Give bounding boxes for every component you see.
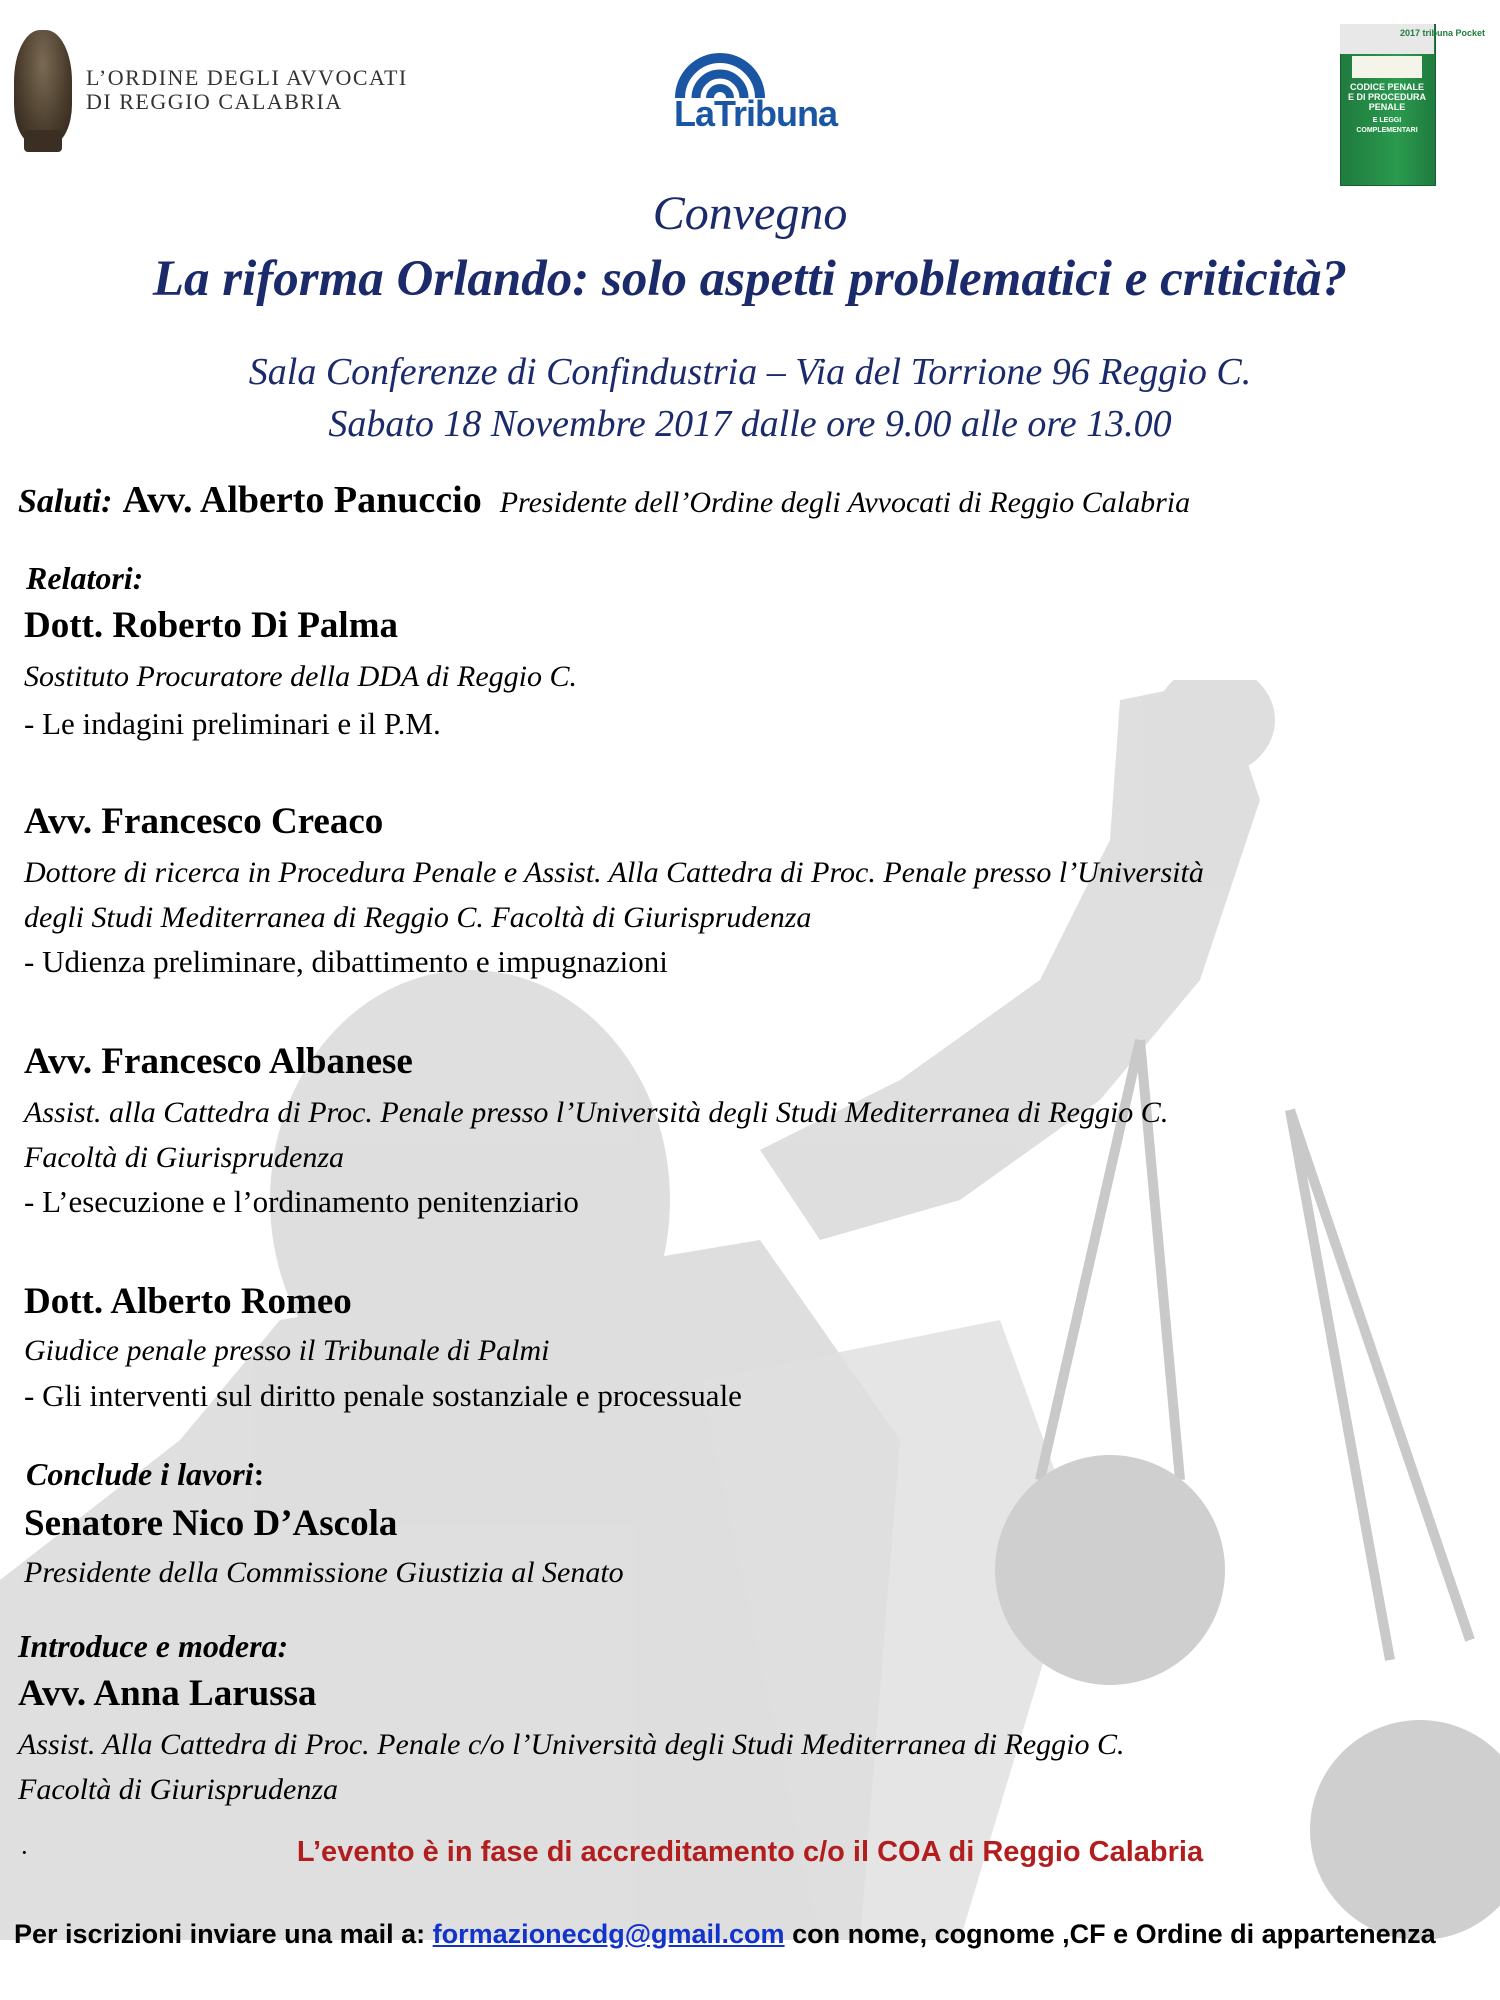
email-link[interactable]: formazionecdg@gmail.com xyxy=(432,1919,785,1949)
saluti-line xyxy=(18,478,1190,522)
conclude-label: Conclude i lavori xyxy=(26,1456,254,1492)
conclude-name: Senatore Nico D’Ascola xyxy=(24,1503,398,1544)
speaker-role: Sostituto Procuratore della DDA di Reggio C. xyxy=(24,660,578,693)
ordine-bust-logo xyxy=(14,30,72,144)
speaker-topic: - Le indagini preliminari e il P.M. xyxy=(24,706,441,741)
book-title-main: CODICE PENALE E DI PROCEDURA PENALE xyxy=(1347,82,1426,112)
speaker-role: Facoltà di Giurisprudenza xyxy=(24,1141,344,1174)
ordine-line-1: L’ORDINE DEGLI AVVOCATI xyxy=(86,65,408,90)
modera-role: Assist. Alla Cattedra di Proc. Penale c/o l’Università degli Studi Mediterranea di Reggio C. xyxy=(18,1728,1125,1761)
event-venue: Sala Conferenze di Confindustria – Via del Torrione 96 Reggio C. xyxy=(248,351,1252,393)
ordine-line-2: DI REGGIO CALABRIA xyxy=(86,89,343,114)
speaker-role: Assist. alla Cattedra di Proc. Penale presso l’Università degli Studi Mediterranea di Reggio C. xyxy=(24,1096,1169,1129)
ordine-logo-text xyxy=(86,66,408,114)
speaker-topic: - L’esecuzione e l’ordinamento penitenziario xyxy=(24,1184,579,1219)
book-title xyxy=(1346,82,1428,136)
conclude-label-line xyxy=(26,1456,264,1493)
book-cover-band xyxy=(1352,56,1422,78)
event-date: Sabato 18 Novembre 2017 dalle ore 9.00 alle ore 13.00 xyxy=(328,403,1172,445)
signup-instructions xyxy=(14,1912,1484,1956)
book-year-label: 2017 tribuna Pocket xyxy=(1400,28,1486,38)
bullet-dot: · xyxy=(20,1838,29,1867)
speaker-role: Dottore di ricerca in Procedura Penale e Assist. Alla Cattedra di Proc. Penale presso l’Università xyxy=(24,856,1204,889)
speaker-role: degli Studi Mediterranea di Reggio C. Facoltà di Giurisprudenza xyxy=(24,901,812,934)
speaker-name: Avv. Francesco Creaco xyxy=(24,801,384,842)
modera-role: Facoltà di Giurisprudenza xyxy=(18,1773,338,1806)
speaker-name: Avv. Francesco Albanese xyxy=(24,1041,413,1082)
book-title-sub: E LEGGI COMPLEMENTARI xyxy=(1356,117,1418,134)
saluti-label: Saluti: xyxy=(18,483,113,520)
latribuna-arc-icon xyxy=(672,40,768,100)
modera-label: Introduce e modera: xyxy=(18,1628,289,1664)
signup-suffix: con nome, cognome ,CF e Ordine di appartenenza xyxy=(784,1919,1436,1949)
accreditation-notice: L’evento è in fase di accreditamento c/o il COA di Reggio Calabria xyxy=(296,1836,1204,1868)
speaker-topic: - Gli interventi sul diritto penale sostanziale e processuale xyxy=(24,1378,742,1413)
relatori-label: Relatori: xyxy=(26,560,144,596)
modera-name: Avv. Anna Larussa xyxy=(18,1673,317,1714)
speaker-topic: - Udienza preliminare, dibattimento e impugnazioni xyxy=(24,944,668,979)
saluti-name: Avv. Alberto Panuccio xyxy=(122,479,482,521)
event-kind: Convegno xyxy=(652,187,848,240)
conclude-role: Presidente della Commissione Giustizia al Senato xyxy=(24,1556,624,1589)
speaker-role: Giudice penale presso il Tribunale di Palmi xyxy=(24,1334,550,1367)
latribuna-logo-text: LaTribuna xyxy=(674,93,838,134)
conclude-colon: : xyxy=(253,1456,265,1492)
saluti-role: Presidente dell’Ordine degli Avvocati di Reggio Calabria xyxy=(499,486,1191,519)
speaker-name: Dott. Alberto Romeo xyxy=(24,1281,352,1322)
speaker-name: Dott. Roberto Di Palma xyxy=(24,605,399,646)
signup-prefix: Per iscrizioni inviare una mail a: xyxy=(14,1919,433,1949)
event-title: La riforma Orlando: solo aspetti problematici e criticità? xyxy=(152,251,1348,307)
